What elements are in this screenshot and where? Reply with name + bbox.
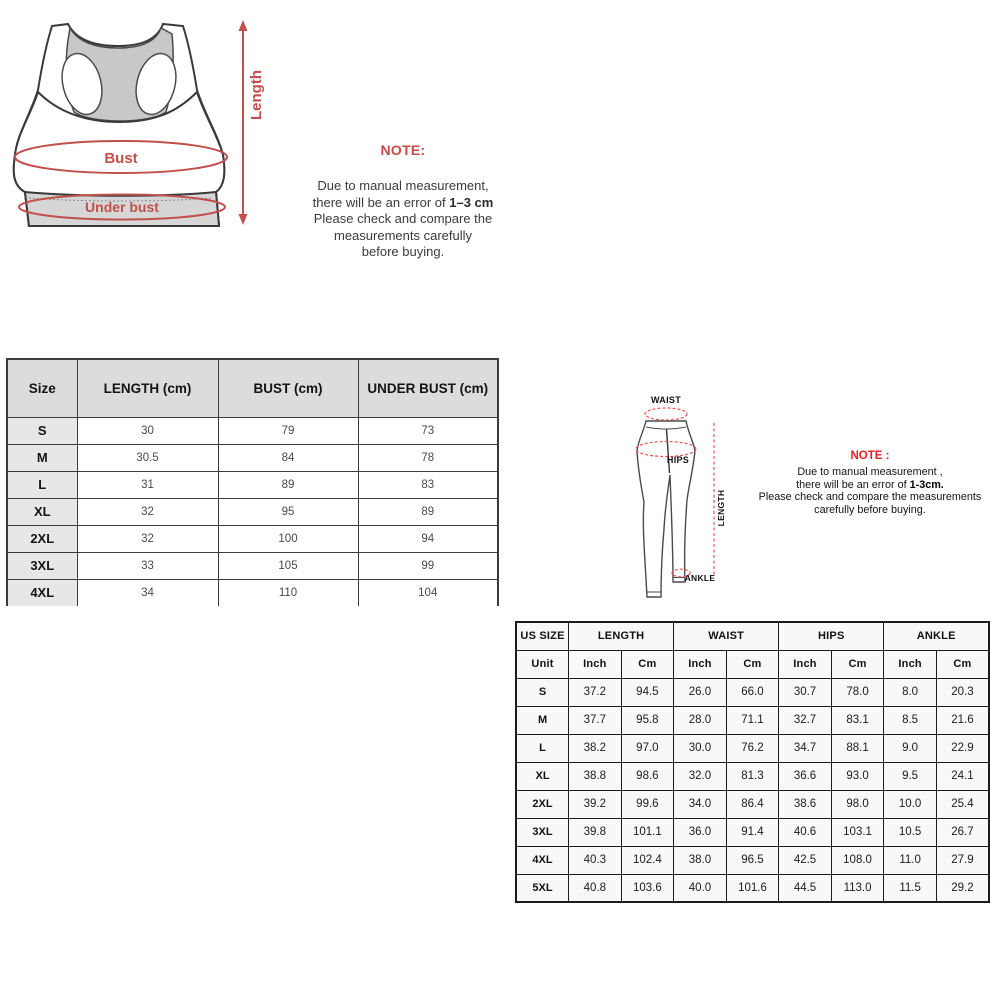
table-row — [7, 444, 498, 471]
value-cell: 101.6 — [726, 874, 779, 902]
leggings-note-title: NOTE : — [850, 450, 890, 462]
value-cell: 88.1 — [831, 734, 884, 762]
leggings-table-unit-row — [516, 650, 989, 678]
leg-unit-waist-cm: Cm — [726, 650, 779, 678]
size-cell: XL — [7, 498, 77, 525]
size-cell: 2XL — [7, 525, 77, 552]
value-cell: 76.2 — [726, 734, 779, 762]
value-cell: 73 — [358, 417, 498, 444]
value-cell: 34 — [77, 579, 218, 606]
bra-header-bust: BUST (cm) — [218, 359, 358, 417]
value-cell: 32 — [77, 525, 218, 552]
value-cell: 38.8 — [569, 762, 622, 790]
leg-unit-length-cm: Cm — [621, 650, 674, 678]
value-cell: 94 — [358, 525, 498, 552]
size-cell: L — [7, 471, 77, 498]
value-cell: 101.1 — [621, 818, 674, 846]
bra-header-length: LENGTH (cm) — [77, 359, 218, 417]
size-cell: 2XL — [516, 790, 569, 818]
value-cell: 25.4 — [936, 790, 989, 818]
leggings-note-line-4: carefully before buying. — [814, 503, 926, 516]
value-cell: 30.7 — [779, 678, 832, 706]
value-cell: 31 — [77, 471, 218, 498]
bra-note-line-5: before buying. — [361, 244, 445, 259]
value-cell: 34.0 — [674, 790, 727, 818]
value-cell: 8.5 — [884, 706, 937, 734]
value-cell: 97.0 — [621, 734, 674, 762]
leggings-note-line-3: Please check and compare the measurements — [758, 491, 982, 504]
bra-note-line-2-text: there will be an error of — [312, 194, 450, 210]
bra-note-title: NOTE: — [380, 142, 426, 158]
leggings-note-line-2-text: there will be an error of — [796, 478, 910, 491]
value-cell: 78 — [358, 444, 498, 471]
value-cell: 40.0 — [674, 874, 727, 902]
bra-table-header-row — [7, 359, 498, 417]
value-cell: 29.2 — [936, 874, 989, 902]
table-row — [516, 790, 989, 818]
leggings-size-table-wrap — [515, 621, 990, 903]
size-cell: 3XL — [516, 818, 569, 846]
value-cell: 20.3 — [936, 678, 989, 706]
value-cell: 93.0 — [831, 762, 884, 790]
table-row — [516, 762, 989, 790]
value-cell: 42.5 — [779, 846, 832, 874]
value-cell: 34.7 — [779, 734, 832, 762]
value-cell: 98.6 — [621, 762, 674, 790]
leg-unit-label: Unit — [516, 650, 569, 678]
table-row — [516, 678, 989, 706]
value-cell: 84 — [218, 444, 358, 471]
value-cell: 38.2 — [569, 734, 622, 762]
leggings-note-line-1: Due to manual measurement , — [797, 466, 943, 478]
value-cell: 40.8 — [569, 874, 622, 902]
value-cell: 22.9 — [936, 734, 989, 762]
value-cell: 37.7 — [569, 706, 622, 734]
bust-label: Bust — [104, 150, 138, 167]
value-cell: 83.1 — [831, 706, 884, 734]
value-cell: 28.0 — [674, 706, 727, 734]
value-cell: 10.0 — [884, 790, 937, 818]
value-cell: 86.4 — [726, 790, 779, 818]
hips-label: HIPS — [666, 455, 690, 465]
value-cell: 44.5 — [779, 874, 832, 902]
leggings-diagram — [597, 385, 757, 615]
value-cell: 24.1 — [936, 762, 989, 790]
value-cell: 79 — [218, 417, 358, 444]
value-cell: 99 — [358, 552, 498, 579]
value-cell: 104 — [358, 579, 498, 606]
value-cell: 26.0 — [674, 678, 727, 706]
value-cell: 26.7 — [936, 818, 989, 846]
value-cell: 30.5 — [77, 444, 218, 471]
bra-table-body — [7, 417, 498, 606]
table-row — [516, 734, 989, 762]
leg-unit-hips-cm: Cm — [831, 650, 884, 678]
value-cell: 81.3 — [726, 762, 779, 790]
bra-size-table-wrap — [6, 358, 499, 606]
bra-note-line-2 — [297, 195, 509, 212]
value-cell: 11.5 — [884, 874, 937, 902]
value-cell: 96.5 — [726, 846, 779, 874]
value-cell: 99.6 — [621, 790, 674, 818]
leggings-size-table — [515, 621, 990, 903]
value-cell: 36.0 — [674, 818, 727, 846]
leg-header-hips: HIPS — [779, 622, 884, 650]
leg-header-us-size: US SIZE — [516, 622, 569, 650]
value-cell: 32.7 — [779, 706, 832, 734]
waist-label: WAIST — [651, 395, 681, 405]
value-cell: 78.0 — [831, 678, 884, 706]
value-cell: 113.0 — [831, 874, 884, 902]
bra-size-table — [6, 358, 499, 606]
value-cell: 10.5 — [884, 818, 937, 846]
value-cell: 91.4 — [726, 818, 779, 846]
value-cell: 83 — [358, 471, 498, 498]
value-cell: 103.1 — [831, 818, 884, 846]
value-cell: 8.0 — [884, 678, 937, 706]
value-cell: 37.2 — [569, 678, 622, 706]
size-cell: 4XL — [7, 579, 77, 606]
leggings-table-group-header-row — [516, 622, 989, 650]
value-cell: 27.9 — [936, 846, 989, 874]
table-row — [516, 874, 989, 902]
size-cell: 5XL — [516, 874, 569, 902]
leggings-note-line-2-bold: 1-3cm. — [909, 478, 944, 491]
table-row — [7, 579, 498, 606]
value-cell: 105 — [218, 552, 358, 579]
value-cell: 40.3 — [569, 846, 622, 874]
table-row — [7, 417, 498, 444]
size-cell: 4XL — [516, 846, 569, 874]
leg-unit-ankle-cm: Cm — [936, 650, 989, 678]
value-cell: 9.5 — [884, 762, 937, 790]
leggings-note — [752, 450, 988, 516]
leg-unit-length-inch: Inch — [569, 650, 622, 678]
bra-note-line-3: Please check and compare the — [313, 211, 493, 226]
value-cell: 95 — [218, 498, 358, 525]
leggings-outline — [637, 421, 695, 597]
size-cell: S — [7, 417, 77, 444]
leggings-table-body — [516, 678, 989, 902]
value-cell: 89 — [358, 498, 498, 525]
table-row — [7, 471, 498, 498]
size-cell: M — [516, 706, 569, 734]
leg-header-waist: WAIST — [674, 622, 779, 650]
value-cell: 9.0 — [884, 734, 937, 762]
waist-measure-line — [645, 408, 687, 420]
sports-bra-diagram — [0, 0, 270, 245]
leg-header-length: LENGTH — [569, 622, 674, 650]
value-cell: 71.1 — [726, 706, 779, 734]
size-cell: S — [516, 678, 569, 706]
bra-note-line-4: measurements carefully — [334, 227, 472, 243]
value-cell: 30.0 — [674, 734, 727, 762]
value-cell: 38.6 — [779, 790, 832, 818]
value-cell: 21.6 — [936, 706, 989, 734]
leggings-note-line-2 — [752, 479, 988, 492]
value-cell: 94.5 — [621, 678, 674, 706]
leg-unit-ankle-inch: Inch — [884, 650, 937, 678]
table-row — [516, 818, 989, 846]
value-cell: 110 — [218, 579, 358, 606]
bra-note-line-1: Due to manual measurement, — [317, 178, 489, 193]
value-cell: 33 — [77, 552, 218, 579]
length-arrow-bottom — [239, 214, 248, 225]
value-cell: 39.8 — [569, 818, 622, 846]
length-arrow-top — [239, 20, 248, 31]
value-cell: 89 — [218, 471, 358, 498]
table-row — [516, 706, 989, 734]
length-label: Length — [248, 70, 265, 120]
ankle-label: ANKLE — [684, 573, 716, 583]
value-cell: 66.0 — [726, 678, 779, 706]
value-cell: 108.0 — [831, 846, 884, 874]
value-cell: 100 — [218, 525, 358, 552]
bra-note-line-2-bold: 1–3 cm — [449, 194, 494, 210]
value-cell: 39.2 — [569, 790, 622, 818]
value-cell: 30 — [77, 417, 218, 444]
leg-unit-hips-inch: Inch — [779, 650, 832, 678]
value-cell: 40.6 — [779, 818, 832, 846]
table-row — [7, 525, 498, 552]
value-cell: 103.6 — [621, 874, 674, 902]
table-row — [516, 846, 989, 874]
value-cell: 38.0 — [674, 846, 727, 874]
leg-header-ankle: ANKLE — [884, 622, 989, 650]
value-cell: 32 — [77, 498, 218, 525]
value-cell: 32.0 — [674, 762, 727, 790]
table-row — [7, 498, 498, 525]
bra-note — [297, 142, 509, 261]
value-cell: 102.4 — [621, 846, 674, 874]
size-cell: L — [516, 734, 569, 762]
value-cell: 95.8 — [621, 706, 674, 734]
bra-header-size: Size — [7, 359, 77, 417]
leg-unit-waist-inch: Inch — [674, 650, 727, 678]
size-cell: 3XL — [7, 552, 77, 579]
value-cell: 11.0 — [884, 846, 937, 874]
bra-header-under-bust: UNDER BUST (cm) — [358, 359, 498, 417]
value-cell: 36.6 — [779, 762, 832, 790]
size-cell: M — [7, 444, 77, 471]
table-row — [7, 552, 498, 579]
value-cell: 98.0 — [831, 790, 884, 818]
length-label: LENGTH — [716, 489, 726, 527]
size-cell: XL — [516, 762, 569, 790]
under-bust-label: Under bust — [85, 199, 159, 215]
